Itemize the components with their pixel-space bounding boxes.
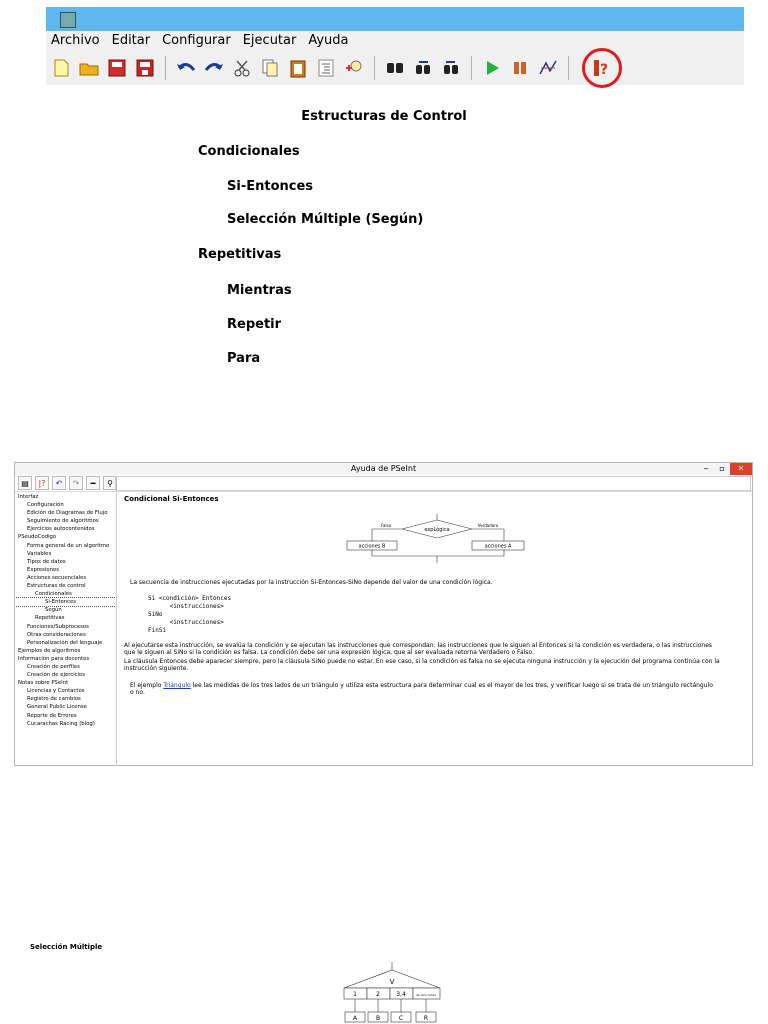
toolbar-separator [374,56,375,80]
svg-text:?: ? [600,62,609,78]
tree-item[interactable]: General Public License [27,704,87,711]
conditional-item: Selección Múltiple (Según) [227,212,424,227]
diagram-condition: expLógica [424,527,450,533]
fragment-title: Selección Múltiple [30,943,103,951]
help-window [14,462,753,766]
tree-item[interactable]: Funciones/Subprocesos [27,623,89,630]
step-by-step-icon[interactable] [509,56,531,80]
code-line: <instrucciones> [148,619,224,626]
find-previous-icon[interactable] [412,56,434,80]
back-icon[interactable]: ↶ [52,476,66,490]
pseint-main-window [46,7,744,85]
menu-configurar[interactable]: Configurar [162,33,231,48]
maximize-icon[interactable]: ▫ [719,464,725,473]
find-icon[interactable]: ⚲ [103,476,117,490]
help-button[interactable] [582,48,622,88]
repetitive-heading: Repetitivas [198,247,282,262]
flowchart-icon[interactable] [537,56,559,80]
tree-item[interactable]: Cucarachas Racing (blog) [27,720,95,727]
forward-icon[interactable]: ↷ [69,476,83,490]
menu-editar[interactable]: Editar [111,33,151,48]
code-line: SiNo [148,611,163,618]
home-icon[interactable]: ━ [86,476,100,490]
tree-item[interactable]: Registro de cambios [27,696,81,703]
tree-item[interactable]: Ejemplos de algoritmos [18,647,81,654]
tree-item[interactable]: Condicionales [35,591,72,598]
tree-item[interactable]: PSeudoCódigo [18,534,57,541]
tree-item[interactable]: Seguimiento de algoritmos [27,518,99,525]
code-line: <instrucciones> [148,603,224,610]
tree-item[interactable]: Creación de perfiles [27,663,80,670]
open-folder-icon[interactable] [78,56,100,80]
window-controls [698,463,752,475]
redo-icon[interactable] [203,56,225,80]
action-box: R [423,1015,429,1022]
toolbar-separator [471,56,472,80]
tree-item[interactable]: Reporte de Errores [27,712,77,719]
if-then-flowchart [342,514,532,564]
help-icon [592,58,612,78]
run-icon[interactable] [481,56,503,80]
undo-icon[interactable] [175,56,197,80]
tree-item[interactable]: Otras consideraciones [27,631,86,638]
tree-item[interactable]: Información para docentes [18,655,90,662]
selector-option: 2 [376,991,380,998]
action-box: B [375,1015,381,1022]
content-paragraph: Al ejecutarse esta instrucción, se evalúa la condición y se ejecutan las instrucciones que correspondan: las instrucciones que le siguen al Entonces si la condición es verdadera, o las instrucciones que le siguen al SiNo si la condición es falsa. La condición debe ser una expresión lógica, que al ser evaluada retorna Verdadero o Falso. [124,642,713,656]
find-next-icon[interactable] [440,56,462,80]
conditional-heading: Condicionales [198,144,300,159]
minimize-icon[interactable]: ‒ [703,464,709,473]
cut-icon[interactable] [231,56,253,80]
tree-item[interactable]: Licencias y Contactos [27,688,85,695]
tree-item[interactable]: Configuración [27,502,64,509]
close-icon[interactable]: ✕ [730,463,752,475]
action-box: A [352,1015,358,1022]
content-title: Condicional Si-Entonces [124,495,219,503]
tree-item[interactable]: Estructuras de control [27,583,86,590]
tree-item[interactable]: Variables [27,550,52,557]
save-as-icon[interactable] [134,56,156,80]
menu-archivo[interactable]: Archivo [51,33,100,48]
tree-item[interactable]: Repetitivas [35,615,65,622]
diagram-true-label: Verdadero [477,523,499,528]
tree-item[interactable]: Interfaz [18,494,39,500]
tree-item[interactable]: Edición de Diagramas de Flujo [27,510,108,517]
help-body [15,492,752,765]
tree-item[interactable]: Forma general de un algoritmo [27,542,110,549]
tree-item[interactable]: Tipos de datos [27,558,66,565]
tree-item[interactable]: Creación de ejercicios [27,672,86,679]
help-search-input[interactable] [115,476,751,491]
repetitive-item: Mientras [227,283,292,298]
menu-ejecutar[interactable]: Ejecutar [242,33,297,48]
multiple-selection-flowchart [300,962,470,1024]
tree-item[interactable]: Acciones secuenciales [27,574,87,581]
help-title-bar [15,463,752,475]
diagram-box-left: acciones B [358,543,386,550]
help-window-title: Ayuda de PSeInt [350,464,417,473]
help-content [117,492,752,765]
content-paragraph: La secuencia de instrucciones ejecutadas por la instrucción Si-Entonces-SiNo depende del valor de una condición lógica. [130,579,493,586]
content-paragraph: La cláusula Entonces debe aparecer siempre, pero la cláusula SiNo puede no estar. En ese caso, si la condición es falsa no se ejecuta ninguna instrucción y la ejecución del programa continúa con la instrucción siguiente. [124,658,720,672]
example-text: lee las medidas de los tres lados de un triángulo y utiliza esta estructura para determinar cual es el mayor de los tres, y verificar luego si se trata de un triángulo rectángulo o no. [130,682,713,696]
diagram-box-right: acciones A [484,543,512,550]
selector-variable: V [389,978,395,986]
help-logo-icon[interactable]: |? [35,476,49,490]
code-line: Si <condición> Entonces [148,595,232,602]
code-line: FinSi [148,627,167,634]
toolbar [46,51,744,85]
repetitive-item: Repetir [227,317,282,332]
tree-item[interactable]: Según [45,607,62,614]
search-icon[interactable] [384,56,406,80]
content-paragraph [130,682,715,696]
tree-item[interactable]: Si-Entonces [15,598,116,606]
triangulo-link[interactable]: Triángulo [163,682,191,689]
selector-option: 3,4 [396,991,406,998]
paste-icon[interactable] [287,56,309,80]
diagram-false-label: Falso [380,523,392,528]
help-index-tree [15,492,117,766]
menu-ayuda[interactable]: Ayuda [308,33,349,48]
indent-icon[interactable] [315,56,337,80]
selector-option: de otro modo [415,993,437,997]
copy-icon[interactable] [259,56,281,80]
example-text: El ejemplo [130,682,164,689]
tree-item[interactable]: Expresiones [27,566,60,573]
app-icon [60,12,76,28]
tree-item[interactable]: Notas sobre PSeInt [18,680,69,687]
toggle-index-icon[interactable]: ▤ [18,476,32,490]
tree-item[interactable]: Personalización del lenguaje [27,639,103,646]
menu-bar [46,31,744,51]
find-replace-icon[interactable] [343,56,365,80]
action-box: C [398,1015,404,1022]
tree-item[interactable]: Ejercicios autocontenidos [27,526,95,533]
repetitive-item: Para [227,351,261,366]
conditional-item: Si-Entonces [227,179,314,194]
toolbar-separator [165,56,166,80]
selector-option: 1 [353,991,357,998]
toolbar-separator [568,56,569,80]
new-file-icon[interactable] [50,56,72,80]
title-bar [46,7,744,31]
save-icon[interactable] [106,56,128,80]
outline-title: Estructuras de Control [301,109,467,124]
